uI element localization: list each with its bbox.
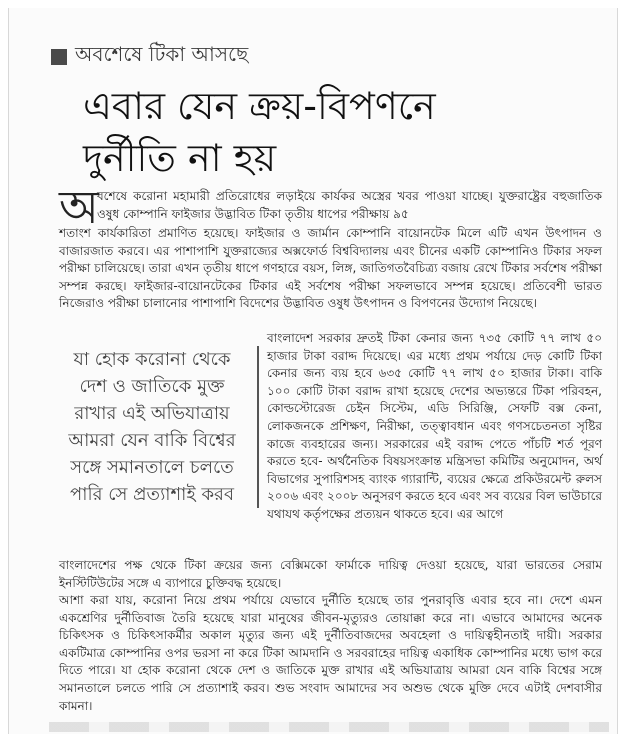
headline-line-1: এবার যেন ক্রয়-বিপণনে [83,84,436,128]
paragraph-2: বাংলাদেশ সরকার দ্রুতই টিকা কেনার জন্য ৭৩৫ কোটি ৭৭ লাখ ৫০ হাজার টাকা বরাদ্দ দিয়েছে। এর মধ্যে প্রথম পর্যায়ে দেড় কোটি টিকা কেনার জন্য ব্যয় হবে ৬৩৫ কোটি ৭৭ লাখ ৫০ হাজার টাকা। বাকি ১০০ কোটি টাকা বরাদ্দ রাখা হয়েছে দেশের অভ্যন্তরে টিকা পরিবহন, কোল্ডস্টোরেজ চেইন সিস্টেম, এডি সিরিঞ্জি, সেফটি বক্স কেনা, লোকজনকে প্রশিক্ষণ, নিরীক্ষা, তত্ত্বাবধান এবং গণসচেতনতা সৃষ্টির কাজে ব্যবহারের জন্য। সরকারের এই বরাদ্দ পেতে পাঁচটি শর্ত পূরণ করতে হবে- অর্থনৈতিক বিষয়সংক্রান্ত মন্ত্রিসভা কমিটির অনুমোদন, অর্থ বিভাগের সুপারিশসহ ব্যাংক গ্যারান্টি, ব্যয়ের ক্ষেত্রে প্রকিউরমেন্ট রুলস ২০০৬ এবং ২০০৮ অনুসরণ করতে হবে এবং সব ব্যয়ের বিল ভাউচারে যথাযথ কর্তৃপক্ষের প্রত্যয়ন থাকতে হবে। এর আগে [267,331,602,521]
paragraph-1-rest: শতাংশ কার্যকারিতা প্রমাণিত হয়েছে। ফাইজার ও জার্মান কোম্পানি বায়োনটেক মিলে এটি এখন উৎপাদন ও বাজারজাত করবে। এর পাশাপাশি যুক্তরাজ্যের অক্সফোর্ড বিশ্ববিদ্যালয় এবং চীনের একটি কোম্পানিও টিকার সফল পরীক্ষা চালিয়েছে। তারা এখন তৃতীয় ধাপে গণহারে বয়স, লিঙ্গ, জাতিগতবৈচিত্র্য বজায় রেখে টিকার সর্বশেষ পরীক্ষা সম্পন্ন করছে। ফাইজার-বায়োনটেকের টিকার এই সর্বশেষ পরীক্ষা সফলভাবে সম্পন্ন হয়েছে। প্রতিবেশী ভারত নিজেরাও পরীক্ষা চালানোর পাশাপাশি বিদেশের উদ্ভাবিত ওষুধ উৎপাদন ও বিপণনের উদ্যোগ নিয়েছে। [59,226,602,311]
paragraph-4: আশা করা যায়, করোনা নিয়ে প্রথম পর্যায়ে যেভাবে দুর্নীতি হয়েছে তার পুনরাবৃত্তি এবার হবে না। দেশে এমন একশ্রেণির দুর্নীতিবাজ তৈরি হয়েছে যারা মানুষের জীবন-মৃত্যুরও তোয়াক্কা করে না। এভাবে আমাদের অনেক চিকিৎসক ও চিকিৎসাকর্মীর অকাল মৃত্যুর জন্য এই দুর্নীতিবাজদের অবহেলা ও দায়িত্বহীনতাই দায়ী। সরকার একটিমাত্র কোম্পানির ওপর ভরসা না করে টিকা আমদানি ও সরবরাহের দায়িত্ব একাধিক কোম্পানির মধ্যে ভাগ করে দিতে পারে। যা হোক করোনা থেকে দেশ ও জাতিকে মুক্ত রাখার এই অভিযাত্রায় আমরা যেন বাকি বিশ্বের সঙ্গে সমানতালে চলতে পারি সে প্রত্যাশাই করব। শুভ সংবাদ আমাদের সব অশুভ থেকে মুক্তি দেবে এটাই দেশবাসীর কামনা। [59,593,602,713]
kicker-line [51,40,248,73]
pull-quote: যা হোক করোনা থেকে দেশ ও জাতিকে মুক্ত রাখার এই অভিযাত্রায় আমরা যেন বাকি বিশ্বের সঙ্গে সমানতালে চলতে পারি সে প্রত্যাশাই করব [57,346,259,508]
square-bullet-icon [51,49,67,65]
kicker-text: অবশেষে টিকা আসছে [75,42,249,66]
paragraph-3: বাংলাদেশের পক্ষ থেকে টিকা ক্রয়ের জন্য বেক্সিমকো ফার্মাকে দায়িত্ব দেওয়া হয়েছে, যারা ভারতের সেরাম ইনস্টিটিউটের সঙ্গে এ ব্যাপারে চুক্তিবদ্ধ হয়েছে। [59,558,602,590]
headline [83,80,563,184]
cut-off-next-article [49,722,609,732]
headline-line-2: দুর্নীতি না হয় [83,136,277,180]
paragraph-1-lead: বশেষে করোনা মহামারী প্রতিরোধের লড়াইয়ে কার্যকর অস্ত্রের খবর পাওয়া যাচ্ছে। যুক্তরাষ্ট্রের বহুজাতিক ওষুধ কোম্পানি ফাইজার উদ্ভাবিত টিকা তৃতীয় ধাপের পরীক্ষায় ৯৫ [97,189,602,221]
newspaper-clipping [8,8,618,734]
drop-cap: অ [59,180,99,234]
